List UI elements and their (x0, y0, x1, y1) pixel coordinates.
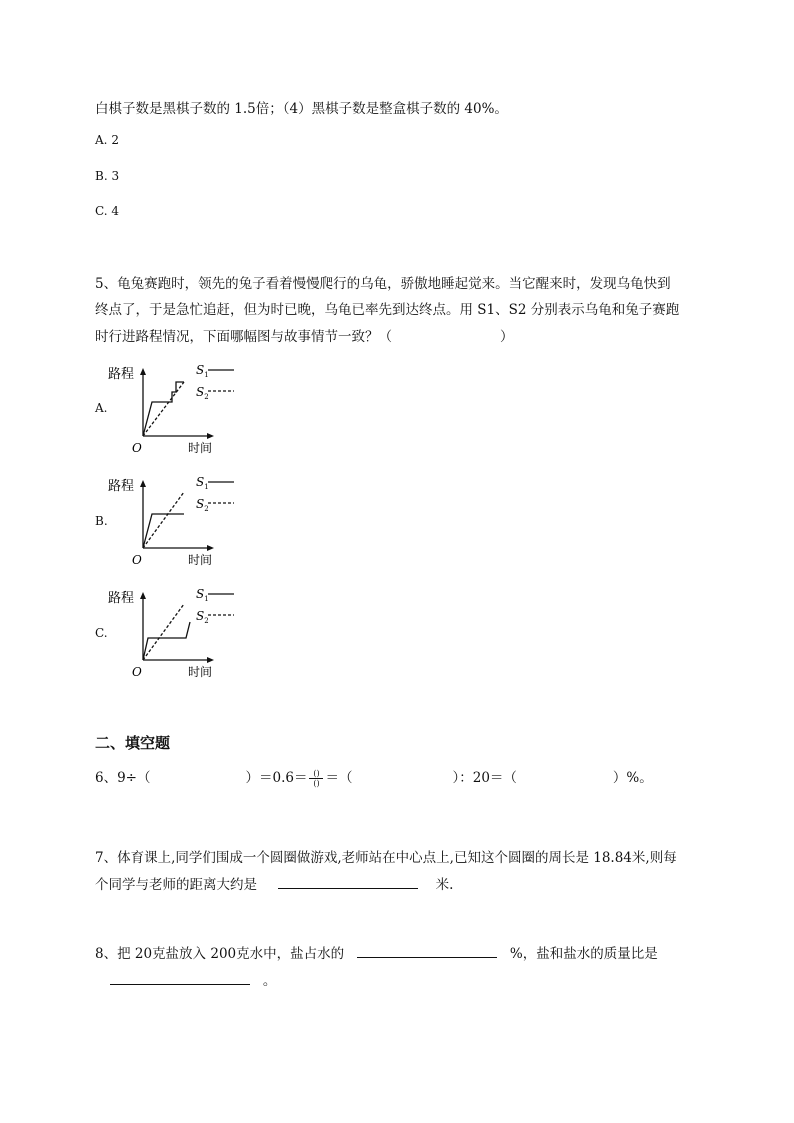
option-value: 2 (111, 133, 119, 147)
legend-s2-label: $S_2$ (196, 497, 209, 513)
option-value: 4 (111, 204, 120, 218)
question-7-line1: 7、体育课上,同学们围成一个圆圈做游戏,老师站在中心点上,已知这个圆圈的周长是 18.84米,则每 (95, 850, 677, 866)
section-heading: 二、填空题 (95, 734, 171, 752)
legend-s1-label: $S_1$ (196, 363, 209, 379)
option-letter: B. (95, 169, 108, 183)
s2-dashed-line (143, 382, 184, 436)
y-axis-label: 路程 (108, 591, 135, 606)
question-5-line1: 5、龟兔赛跑时，领先的兔子看着慢慢爬行的乌龟，骄傲地睡起觉来。当它醒来时，发现乌龟快到 (95, 276, 671, 292)
legend-s1-label: $S_1$ (196, 475, 209, 491)
q8-prompt: 8、把 20克盐放入 200克水中，盐占水的 (95, 946, 345, 962)
q8-middle: %，盐和盐水的质量比是 (509, 946, 658, 962)
q6-part2: ）＝0.6＝ (245, 770, 308, 786)
y-axis-label: 路程 (108, 367, 135, 382)
s2-dashed-line (143, 492, 184, 548)
option-letter: C. (95, 204, 108, 218)
option-value: 3 (111, 169, 120, 183)
question-6 (95, 766, 653, 788)
s2-dashed-line (143, 604, 184, 660)
graph-option-letter-a[interactable]: A. (95, 401, 108, 415)
close-paren: ） (500, 329, 514, 345)
y-axis-arrow-icon (140, 480, 146, 487)
legend-s2-label: $S_2$ (196, 385, 209, 401)
graph-a (100, 360, 250, 460)
option-b[interactable] (95, 169, 119, 183)
fraction-blank[interactable] (309, 769, 323, 788)
graph-option-letter-c[interactable]: C. (95, 626, 108, 640)
q7-prompt: 个同学与老师的距离大约是 (95, 877, 257, 893)
unit-label: 米. (435, 877, 454, 893)
graph-c (100, 584, 250, 684)
graph-option-letter-b[interactable]: B. (95, 514, 108, 528)
y-axis-label: 路程 (108, 479, 135, 494)
option-letter: A. (95, 133, 108, 147)
question-8-line2 (110, 969, 276, 989)
option-a[interactable] (95, 133, 119, 147)
y-axis-arrow-icon (140, 368, 146, 375)
question-8-line1 (95, 942, 658, 962)
s1-solid-line (143, 622, 190, 660)
x-axis-label: 时间 (188, 665, 213, 679)
answer-blank[interactable] (357, 944, 497, 958)
legend-s2-label: $S_2$ (196, 609, 209, 625)
fraction-numerator: () (313, 769, 320, 778)
question-4-continuation: 白棋子数是黑棋子数的 1.5倍；（4）黑棋子数是整盒棋子数的 40%。 (95, 101, 508, 117)
y-axis-arrow-icon (140, 592, 146, 599)
question-5-line3 (95, 325, 514, 345)
answer-blank[interactable] (110, 971, 250, 985)
x-axis-arrow-icon (207, 433, 214, 439)
graph-b (100, 472, 250, 572)
fraction-denominator: () (313, 779, 320, 788)
x-axis-label: 时间 (188, 553, 213, 567)
question-5-line2: 终点了，于是急忙追赶，但为时已晚，乌龟已率先到达终点。用 S1、S2 分别表示乌龟和兔子赛跑 (95, 302, 680, 318)
origin-label: O (132, 665, 142, 679)
option-c[interactable] (95, 204, 119, 218)
origin-label: O (132, 441, 142, 455)
q6-part3: ＝（ (325, 770, 353, 786)
q6-part4: ）：20＝（ (452, 770, 517, 786)
x-axis-label: 时间 (188, 441, 213, 455)
answer-blank[interactable] (278, 875, 418, 889)
x-axis-arrow-icon (207, 545, 214, 551)
q6-part5: ）%。 (612, 770, 653, 786)
question-5-prompt: 时行进路程情况，下面哪幅图与故事情节一致？（ (95, 329, 392, 345)
q6-part1: 6、9÷（ (95, 770, 151, 786)
q8-end: 。 (262, 973, 277, 989)
legend-s1-label: $S_1$ (196, 587, 209, 603)
x-axis-arrow-icon (207, 657, 214, 663)
question-7-line2 (95, 873, 453, 893)
origin-label: O (132, 553, 142, 567)
